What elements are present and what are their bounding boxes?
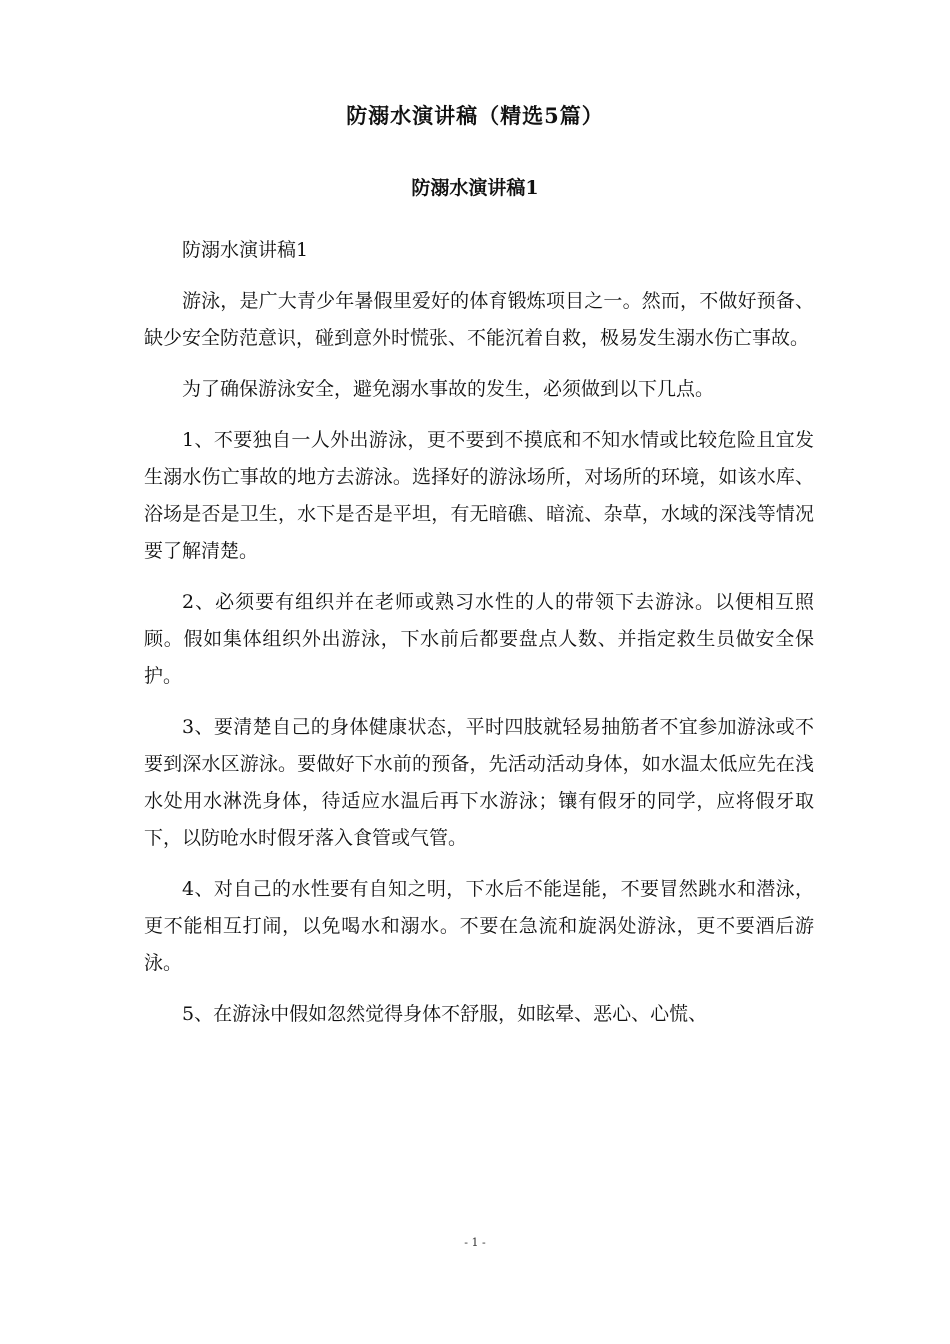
paragraph: 2、必须要有组织并在老师或熟习水性的人的带领下去游泳。以便相互照顾。假如集体组织外出游泳，下水前后都要盘点人数、并指定救生员做安全保护。 [144, 591, 814, 687]
document-body [144, 232, 814, 1047]
document-title: 防溺水演讲稿（精选5篇） [346, 103, 604, 128]
paragraph: 1、不要独自一人外出游泳，更不要到不摸底和不知水情或比较危险且宜发生溺水伤亡事故的地方去游泳。选择好的游泳场所，对场所的环境，如该水库、浴场是否是卫生，水下是否是平坦，有无暗礁、暗流、杂草，水域的深浅等情况要了解清楚。 [144, 429, 814, 562]
paragraph: 游泳，是广大青少年暑假里爱好的体育锻炼项目之一。然而，不做好预备、缺少安全防范意识，碰到意外时慌张、不能沉着自救，极易发生溺水伤亡事故。 [144, 290, 814, 349]
paragraph: 5、在游泳中假如忽然觉得身体不舒服，如眩晕、恶心、心慌、 [182, 1003, 708, 1025]
paragraph: 为了确保游泳安全，避免溺水事故的发生，必须做到以下几点。 [182, 378, 715, 400]
paragraph: 4、对自己的水性要有自知之明，下水后不能逞能，不要冒然跳水和潜泳，更不能相互打闹，以免喝水和溺水。不要在急流和旋涡处游泳，更不要酒后游泳。 [144, 878, 814, 974]
page-number: - 1 - [464, 1236, 486, 1249]
paragraph: 3、要清楚自己的身体健康状态，平时四肢就轻易抽筋者不宜参加游泳或不要到深水区游泳。要做好下水前的预备，先活动活动身体，如水温太低应先在浅水处用水淋洗身体，待适应水温后再下水游泳；镶有假牙的同学，应将假牙取下，以防呛水时假牙落入食管或气管。 [144, 716, 814, 849]
paragraph: 防溺水演讲稿1 [182, 239, 309, 261]
section-title: 防溺水演讲稿1 [411, 177, 539, 199]
